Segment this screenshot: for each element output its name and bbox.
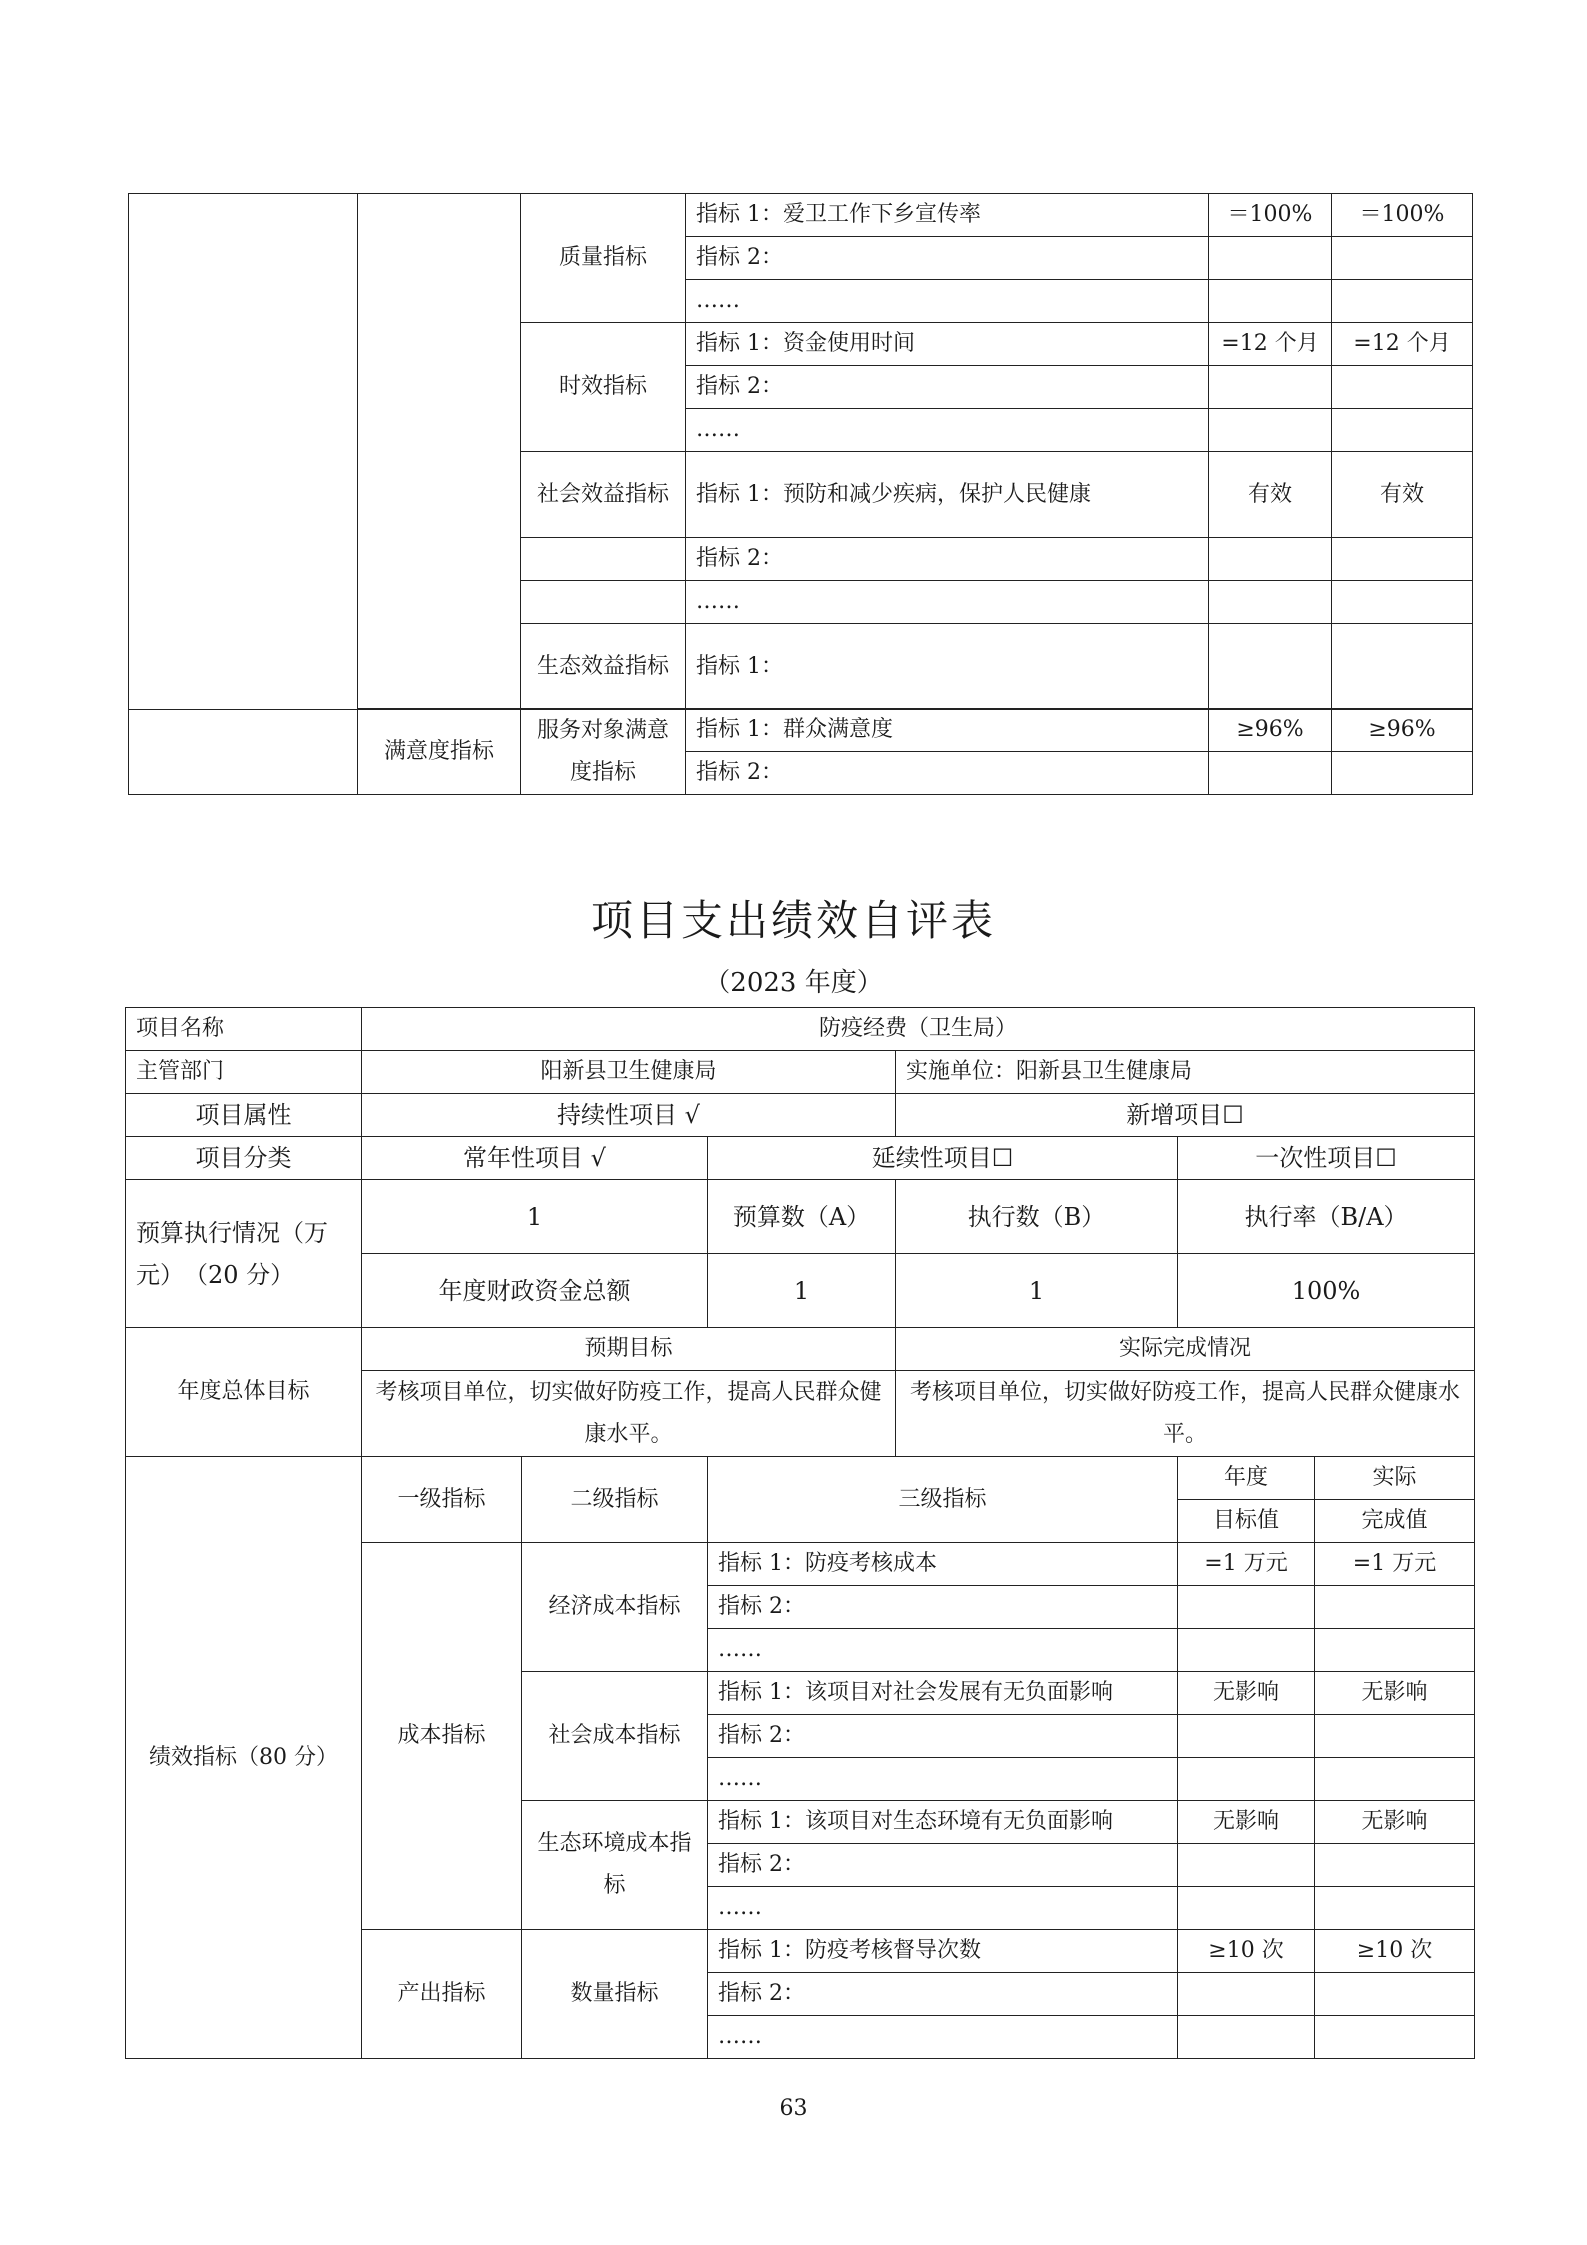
indicator-name: 指标 1：防疫考核成本 <box>708 1543 1178 1586</box>
indicator-name: 指标 1：预防和减少疾病，保护人民健康 <box>686 452 1209 538</box>
empty-cell <box>521 581 686 624</box>
econ-cost-label: 经济成本指标 <box>522 1543 708 1672</box>
indicator-target <box>1178 1973 1315 2016</box>
indicator-actual: ≥96% <box>1332 709 1473 752</box>
cost-indicator-label: 成本指标 <box>362 1543 522 1930</box>
budget-a-label: 预算数（A） <box>708 1180 896 1254</box>
page-number: 63 <box>779 2096 808 2121</box>
impl-unit-value: 实施单位：阳新县卫生健康局 <box>896 1051 1475 1094</box>
indicator-actual <box>1332 581 1473 624</box>
empty-col-a <box>129 709 358 795</box>
output-indicator-label: 产出指标 <box>362 1930 522 2059</box>
indicator-actual: =12 个月 <box>1332 323 1473 366</box>
indicator-actual <box>1332 624 1473 710</box>
indicator-actual <box>1332 409 1473 452</box>
indicator-target <box>1209 237 1332 280</box>
dept-value: 阳新县卫生健康局 <box>362 1051 896 1094</box>
empty-col-a <box>129 194 358 710</box>
indicator-target <box>1178 1758 1315 1801</box>
indicator-name: 指标 2： <box>686 366 1209 409</box>
class-regular: 常年性项目 √ <box>362 1137 708 1180</box>
empty-col-b <box>358 194 521 710</box>
indicator-target: =12 个月 <box>1209 323 1332 366</box>
project-name-label: 项目名称 <box>126 1008 362 1051</box>
goal-label: 年度总体目标 <box>126 1328 362 1457</box>
indicator-actual: 无影响 <box>1315 1672 1475 1715</box>
indicator-name: …… <box>686 280 1209 323</box>
indicator-name: 指标 1：群众满意度 <box>686 709 1209 752</box>
budget-b-label: 执行数（B） <box>896 1180 1178 1254</box>
target-header-top: 年度 <box>1178 1457 1315 1500</box>
satisfaction-level1-label: 满意度指标 <box>358 709 521 795</box>
indicator-name: 指标 1：防疫考核督导次数 <box>708 1930 1178 1973</box>
indicator-name: 指标 2： <box>686 538 1209 581</box>
year-subtitle: （2023 年度） <box>704 968 883 998</box>
indicator-target: 无影响 <box>1178 1672 1315 1715</box>
indicator-actual <box>1315 1758 1475 1801</box>
indicator-target <box>1209 752 1332 795</box>
indicator-actual <box>1315 2016 1475 2059</box>
page-title: 项目支出绩效自评表 <box>590 896 996 945</box>
satisfaction-table <box>128 708 1473 795</box>
indicator-actual <box>1332 237 1473 280</box>
goal-expected-text: 考核项目单位，切实做好防疫工作，提高人民群众健康水平。 <box>362 1371 896 1457</box>
empty-cell <box>521 538 686 581</box>
actual-header-top: 实际 <box>1315 1457 1475 1500</box>
fund-total-label: 年度财政资金总额 <box>362 1254 708 1328</box>
indicator-target <box>1209 538 1332 581</box>
level3-header: 三级指标 <box>708 1457 1178 1543</box>
indicator-target <box>1178 1887 1315 1930</box>
indicator-name: 指标 1：资金使用时间 <box>686 323 1209 366</box>
indicator-actual <box>1315 1973 1475 2016</box>
indicator-actual <box>1315 1715 1475 1758</box>
eco-cost-label: 生态环境成本指标 <box>522 1801 708 1930</box>
quality-indicator-label: 质量指标 <box>521 194 686 323</box>
fund-rate-value: 100% <box>1178 1254 1475 1328</box>
perf-label: 绩效指标（80 分） <box>126 1457 362 2059</box>
indicator-actual: =1 万元 <box>1315 1543 1475 1586</box>
attr-label: 项目属性 <box>126 1094 362 1137</box>
quantity-indicator-label: 数量指标 <box>522 1930 708 2059</box>
indicator-name: 指标 1：该项目对生态环境有无负面影响 <box>708 1801 1178 1844</box>
top-indicator-table <box>128 193 1473 710</box>
indicator-target <box>1209 280 1332 323</box>
goal-actual-text: 考核项目单位，切实做好防疫工作，提高人民群众健康水平。 <box>896 1371 1475 1457</box>
indicator-name: 指标 2： <box>686 237 1209 280</box>
self-evaluation-table <box>125 1007 1475 2059</box>
indicator-target: ≥10 次 <box>1178 1930 1315 1973</box>
timeliness-indicator-label: 时效指标 <box>521 323 686 452</box>
indicator-target <box>1178 1586 1315 1629</box>
indicator-name: 指标 1：该项目对社会发展有无负面影响 <box>708 1672 1178 1715</box>
indicator-target: ＝100% <box>1209 194 1332 237</box>
indicator-actual: ＝100% <box>1332 194 1473 237</box>
indicator-name: …… <box>686 409 1209 452</box>
indicator-actual <box>1315 1887 1475 1930</box>
indicator-name: …… <box>708 2016 1178 2059</box>
indicator-target <box>1178 1844 1315 1887</box>
indicator-name: 指标 2： <box>708 1844 1178 1887</box>
indicator-target <box>1209 409 1332 452</box>
level2-header: 二级指标 <box>522 1457 708 1543</box>
service-satisfaction-label: 服务对象满意度指标 <box>521 709 686 795</box>
goal-actual-label: 实际完成情况 <box>896 1328 1475 1371</box>
actual-header-bottom: 完成值 <box>1315 1500 1475 1543</box>
target-header-bottom: 目标值 <box>1178 1500 1315 1543</box>
indicator-target: 无影响 <box>1178 1801 1315 1844</box>
attr-new: 新增项目☐ <box>896 1094 1475 1137</box>
indicator-actual <box>1332 752 1473 795</box>
indicator-name: …… <box>686 581 1209 624</box>
indicator-target <box>1209 624 1332 710</box>
class-extended: 延续性项目☐ <box>708 1137 1178 1180</box>
indicator-name: 指标 1：爱卫工作下乡宣传率 <box>686 194 1209 237</box>
class-onetime: 一次性项目☐ <box>1178 1137 1475 1180</box>
indicator-actual <box>1332 538 1473 581</box>
indicator-target: =1 万元 <box>1178 1543 1315 1586</box>
indicator-target <box>1178 2016 1315 2059</box>
indicator-actual <box>1315 1586 1475 1629</box>
indicator-name: 指标 2： <box>686 752 1209 795</box>
social-benefit-indicator-label: 社会效益指标 <box>521 452 686 538</box>
indicator-actual: 有效 <box>1332 452 1473 538</box>
indicator-target <box>1209 366 1332 409</box>
indicator-name: 指标 1： <box>686 624 1209 710</box>
class-label: 项目分类 <box>126 1137 362 1180</box>
goal-expected-label: 预期目标 <box>362 1328 896 1371</box>
attr-continuing: 持续性项目 √ <box>362 1094 896 1137</box>
indicator-target <box>1209 581 1332 624</box>
indicator-name: 指标 2： <box>708 1973 1178 2016</box>
indicator-actual <box>1315 1629 1475 1672</box>
budget-label: 预算执行情况（万元） （20 分） <box>126 1180 362 1328</box>
ecology-benefit-indicator-label: 生态效益指标 <box>521 624 686 710</box>
indicator-target <box>1178 1715 1315 1758</box>
indicator-actual: ≥10 次 <box>1315 1930 1475 1973</box>
indicator-name: 指标 2： <box>708 1715 1178 1758</box>
budget-rate-label: 执行率（B/A） <box>1178 1180 1475 1254</box>
level1-header: 一级指标 <box>362 1457 522 1543</box>
fund-b-value: 1 <box>896 1254 1178 1328</box>
dept-label: 主管部门 <box>126 1051 362 1094</box>
indicator-actual <box>1332 280 1473 323</box>
indicator-actual <box>1332 366 1473 409</box>
fund-a-value: 1 <box>708 1254 896 1328</box>
social-cost-label: 社会成本指标 <box>522 1672 708 1801</box>
indicator-name: …… <box>708 1887 1178 1930</box>
indicator-actual <box>1315 1844 1475 1887</box>
indicator-target: ≥96% <box>1209 709 1332 752</box>
project-name-value: 防疫经费（卫生局） <box>362 1008 1475 1051</box>
indicator-name: 指标 2： <box>708 1586 1178 1629</box>
indicator-name: …… <box>708 1758 1178 1801</box>
indicator-target: 有效 <box>1209 452 1332 538</box>
indicator-target <box>1178 1629 1315 1672</box>
indicator-name: …… <box>708 1629 1178 1672</box>
indicator-actual: 无影响 <box>1315 1801 1475 1844</box>
budget-unit-value: 1 <box>362 1180 708 1254</box>
